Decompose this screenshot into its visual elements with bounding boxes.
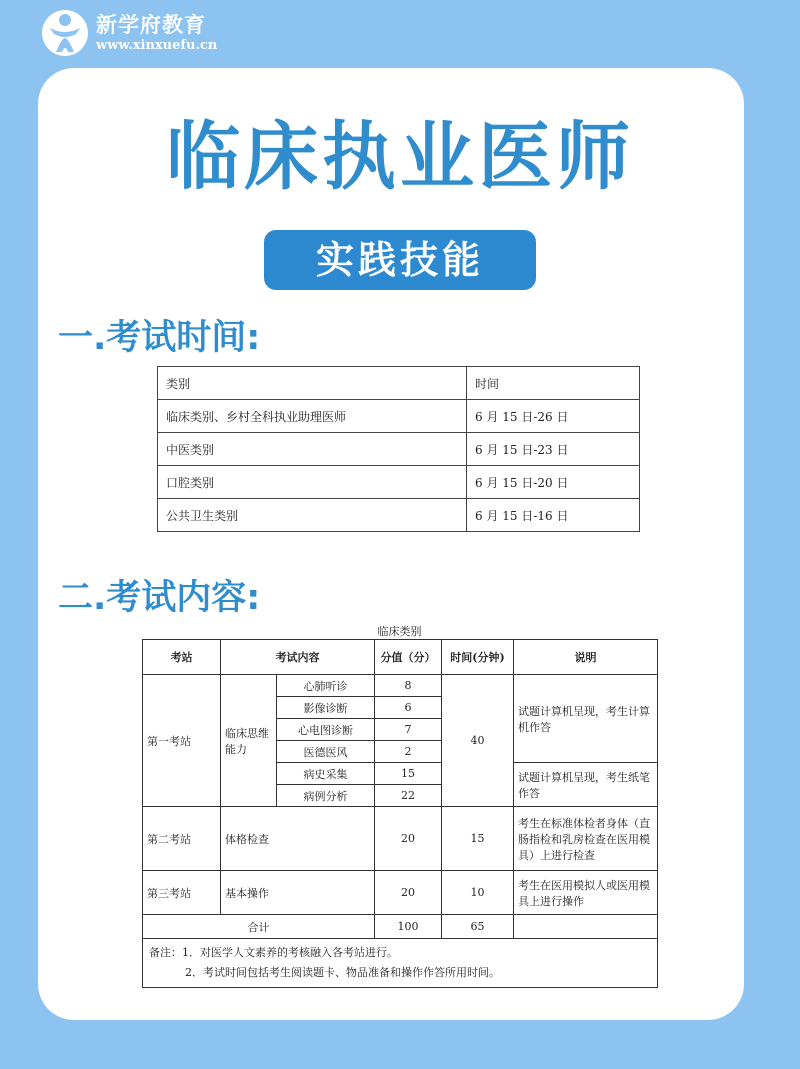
station-2-time: 15 xyxy=(442,807,514,871)
exam-content-table xyxy=(142,639,658,988)
station-3-score: 20 xyxy=(375,871,442,915)
row-category: 公共卫生类别 xyxy=(158,499,467,532)
table-row xyxy=(158,433,640,466)
table-notes xyxy=(143,939,658,988)
table-row xyxy=(158,400,640,433)
header-station: 考站 xyxy=(143,640,221,675)
header-score: 分值（分） xyxy=(375,640,442,675)
station-3-time: 10 xyxy=(442,871,514,915)
item-name: 心电图诊断 xyxy=(277,719,375,741)
station-2: 第二考站 xyxy=(143,807,221,871)
desc-paper: 试题计算机呈现，考生纸笔作答 xyxy=(514,763,658,807)
table-row xyxy=(143,675,658,697)
item-score: 2 xyxy=(375,741,442,763)
item-score: 7 xyxy=(375,719,442,741)
brand xyxy=(40,8,217,58)
row-time: 6 月 15 日-16 日 xyxy=(467,499,640,532)
header-category: 类别 xyxy=(158,367,467,400)
header-desc: 说明 xyxy=(514,640,658,675)
subtitle-badge: 实践技能 xyxy=(264,230,536,290)
page-title: 临床执业医师 xyxy=(166,114,634,200)
row-category: 临床类别、乡村全科执业助理医师 xyxy=(158,400,467,433)
item-name: 心肺听诊 xyxy=(277,675,375,697)
header-time: 时间(分钟) xyxy=(442,640,514,675)
station-2-score: 20 xyxy=(375,807,442,871)
note-1: 备注：1．对医学人文素养的考核融入各考站进行。 xyxy=(149,946,398,959)
table-total-row xyxy=(143,915,658,939)
table-row xyxy=(158,499,640,532)
brand-url: www.xinxuefu.cn xyxy=(96,37,218,53)
exam-time-table xyxy=(157,366,640,532)
station-2-desc: 考生在标准体检者身体（直肠指检和乳房检查在医用模具）上进行检查 xyxy=(514,807,658,871)
row-time: 6 月 15 日-23 日 xyxy=(467,433,640,466)
desc-computer: 试题计算机呈现，考生计算机作答 xyxy=(514,675,658,763)
section-heading-exam-content: 二.考试内容: xyxy=(58,578,261,618)
total-empty xyxy=(514,915,658,939)
item-name: 病史采集 xyxy=(277,763,375,785)
brand-name: 新学府教育 xyxy=(96,11,206,37)
brand-logo-icon xyxy=(40,8,90,58)
table-row xyxy=(143,871,658,915)
table-header-row xyxy=(158,367,640,400)
table-note-row xyxy=(143,939,658,988)
table-row xyxy=(158,466,640,499)
table-header-row xyxy=(143,640,658,675)
item-score: 15 xyxy=(375,763,442,785)
item-name: 影像诊断 xyxy=(277,697,375,719)
total-score: 100 xyxy=(375,915,442,939)
header-time: 时间 xyxy=(467,367,640,400)
group-clinical-thinking: 临床思维能力 xyxy=(221,675,277,807)
content-table-caption: 临床类别 xyxy=(377,625,422,638)
station-3: 第三考站 xyxy=(143,871,221,915)
station-3-desc: 考生在医用模拟人或医用模具上进行操作 xyxy=(514,871,658,915)
header-content: 考试内容 xyxy=(221,640,375,675)
station-2-content: 体格检查 xyxy=(221,807,375,871)
item-score: 22 xyxy=(375,785,442,807)
row-category: 口腔类别 xyxy=(158,466,467,499)
row-time: 6 月 15 日-20 日 xyxy=(467,466,640,499)
item-name: 病例分析 xyxy=(277,785,375,807)
total-label: 合计 xyxy=(143,915,375,939)
station-1-time: 40 xyxy=(442,675,514,807)
item-score: 6 xyxy=(375,697,442,719)
row-category: 中医类别 xyxy=(158,433,467,466)
note-2: 2．考试时间包括考生阅读题卡、物品准备和操作作答所用时间。 xyxy=(185,966,500,979)
table-row xyxy=(143,807,658,871)
row-time: 6 月 15 日-26 日 xyxy=(467,400,640,433)
item-name: 医德医风 xyxy=(277,741,375,763)
section-heading-exam-time: 一.考试时间: xyxy=(58,318,261,358)
total-time: 65 xyxy=(442,915,514,939)
station-3-content: 基本操作 xyxy=(221,871,375,915)
station-1: 第一考站 xyxy=(143,675,221,807)
item-score: 8 xyxy=(375,675,442,697)
